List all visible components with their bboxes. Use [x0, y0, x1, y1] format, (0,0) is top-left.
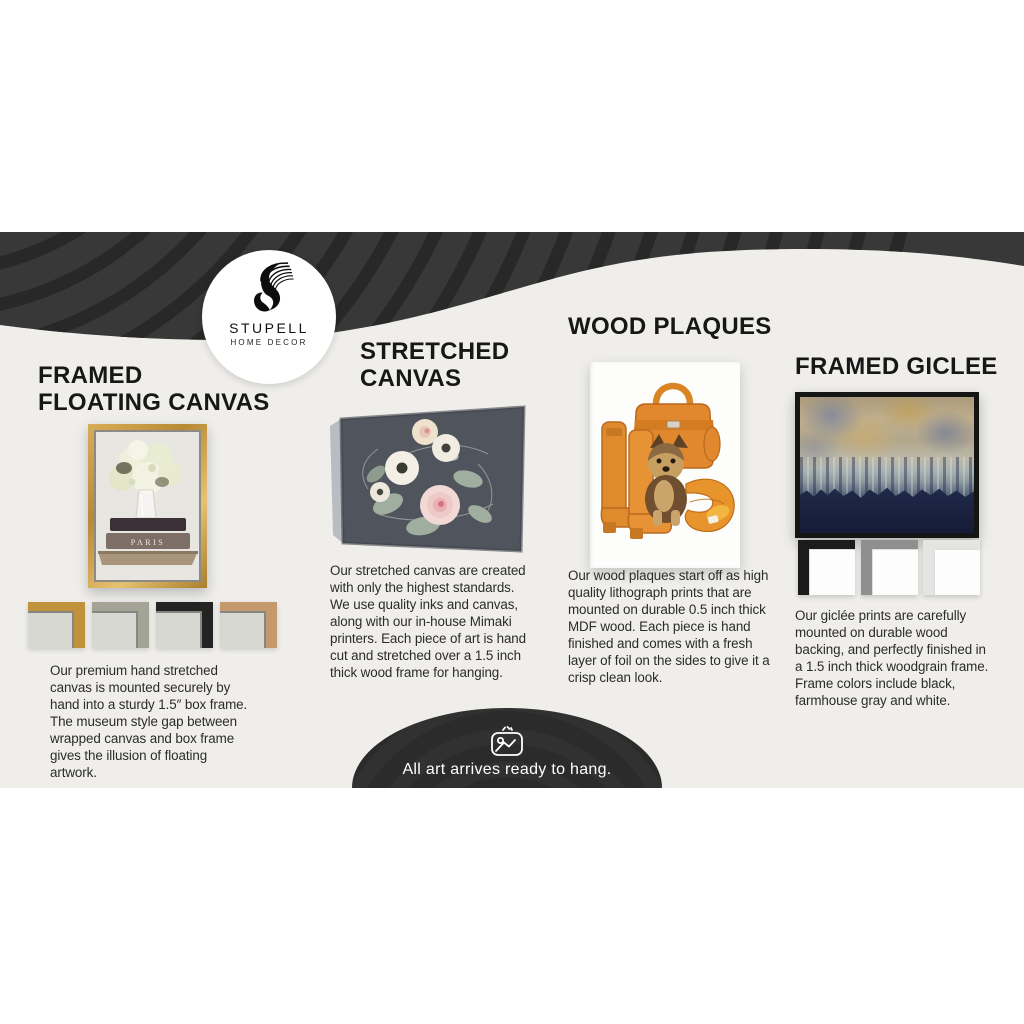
- section-title-framed-giclee: FRAMED GICLEE: [795, 353, 998, 380]
- banner-label: All art arrives ready to hang.: [402, 761, 612, 778]
- floating-canvas-product-image: [88, 424, 207, 588]
- section-title-wood-plaques: WOOD PLAQUES: [568, 313, 772, 340]
- giclee-frame-swatch-white: [923, 540, 980, 595]
- giclee-frame-swatch-black: [798, 540, 855, 595]
- section-description-stretched-canvas: Our stretched canvas are created with only the highest standards. We use quality inks and canvas, along with our in-house Mimaki printers. Each piece of art is hand cut and stretched over a 1.5 inch thick wood frame for hanging.: [330, 563, 526, 680]
- s-swirl-icon: [243, 260, 295, 322]
- section-description-wood-plaques: Our wood plaques start off as high quality lithograph prints that are mounted on durable 0.5 inch thick MDF wood. Each piece is hand finished and comes with a fresh layer of foil on the sides to give it a crisp clean look.: [568, 568, 770, 685]
- section-title-stretched-canvas: STRETCHED CANVAS: [360, 338, 510, 392]
- frame-corner-swatch-gold: [28, 602, 85, 648]
- brand-name: STUPELL: [229, 320, 309, 336]
- abstract-artwork: [800, 397, 974, 533]
- brand-tagline: HOME DECOR: [230, 338, 308, 347]
- framed-giclee-product-image: [795, 392, 979, 538]
- book-spine-text: PARIS: [130, 538, 166, 547]
- picture-icon: [488, 726, 526, 758]
- section-title-framed-floating-canvas: FRAMED FLOATING CANVAS: [38, 362, 270, 416]
- frame-corner-swatch-champagne: [220, 602, 277, 648]
- dog-and-bag-artwork: [590, 362, 740, 568]
- top-wave-banner: [0, 232, 1024, 357]
- frame-corner-swatch-black: [156, 602, 213, 648]
- stretched-canvas-product-image: [328, 404, 528, 556]
- giclee-frame-swatch-farmhouse-gray: [861, 540, 918, 595]
- section-description-framed-giclee: Our giclée prints are carefully mounted on durable wood backing, and perfectly finished in a 1.5 inch thick woodgrain frame. Frame colors include black, farmhouse gray and white.: [795, 608, 989, 708]
- frame-corner-swatch-pewter: [92, 602, 149, 648]
- wood-plaque-product-image: [590, 362, 740, 568]
- hydrangea-artwork: [94, 430, 201, 582]
- section-description-framed-floating-canvas: Our premium hand stretched canvas is mounted securely by hand into a sturdy 1.5″ box frame. The museum style gap between wrapped canvas and box frame gives the illusion of floating artwork.: [50, 663, 248, 780]
